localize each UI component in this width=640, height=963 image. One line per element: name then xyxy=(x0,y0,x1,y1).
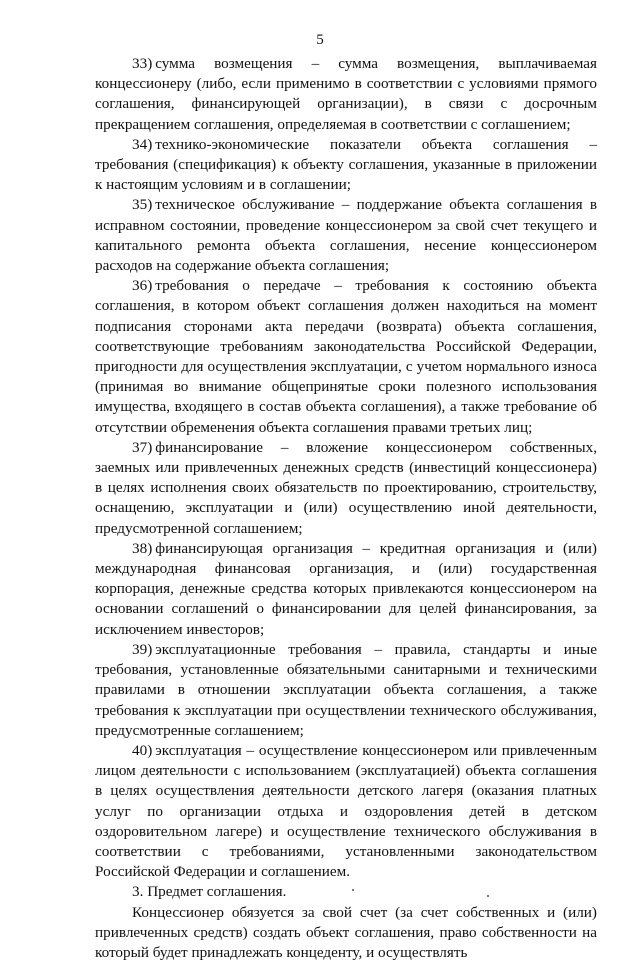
definition-item-36 xyxy=(95,276,597,438)
definition-item-38 xyxy=(95,539,597,640)
definition-text: эксплуатационные требования – правила, стандарты и иные требования, установленные обязательными санитарными и техническими правилами в отношении эксплуатации объекта соглашения, а также требования к эксплуатации при осуществлении технического обслуживания, предусмотренные соглашением; xyxy=(95,640,597,739)
page-number: 5 xyxy=(316,32,324,48)
definition-text: финансирующая организация – кредитная организация и (или) международная финансовая организация, и (или) государственная корпорация, денежные средства которых привлекаются концессионером на основании соглашений о финансировании для целей финансирования, за исключением инвесторов; xyxy=(95,539,597,638)
definition-number: 40) xyxy=(132,741,153,759)
definition-number: 39) xyxy=(132,640,153,658)
definition-text: требования о передаче – требования к состоянию объекта соглашения, в котором объект соглашения должен находиться на момент подписания сторонами акта передачи (возврата) объекта соглашения, соответствующие требованиям законодательства Российской Федерации, пригодности для осуществления эксплуатации, с учетом нормального износа (принимая во внимание общепринятые сроки полезного использования имущества, входящего в состав объекта соглашения), а также требование об отсутствии обременения объекта соглашения правами третьих лиц; xyxy=(95,277,597,436)
document-body xyxy=(95,54,597,963)
definition-text: техническое обслуживание – поддержание объекта соглашения в исправном состоянии, проведение концессионером за свой счет текущего и капитального ремонта объекта соглашения, несение концессионером расходов на содержание объекта соглашения; xyxy=(95,196,597,275)
definition-item-40 xyxy=(95,741,597,882)
definition-item-39 xyxy=(95,640,597,741)
definition-item-33 xyxy=(95,54,597,135)
definition-text: сумма возмещения – сумма возмещения, выплачиваемая концессионеру (либо, если применимо в соответствии с условиями прямого соглашения, финансирующей организации), в связи с досрочным прекращением соглашения, определяемая в соответствии с соглашением; xyxy=(95,55,597,133)
section-heading: 3. Предмет соглашения. xyxy=(132,883,287,901)
definition-number: 34) xyxy=(132,135,153,153)
scan-speck xyxy=(487,895,489,897)
definition-number: 36) xyxy=(132,277,153,295)
definition-number: 35) xyxy=(132,196,153,214)
definition-text: эксплуатация – осуществление концессионером или привлеченным лицом деятельности с использованием (эксплуатацией) объекта соглашения в целях осуществления деятельности детского лагеря (оказания платных услуг по организации отдыха и оздоровления детей в детском оздоровительном лагере) и осуществление технического обслуживания в соответствии с требованиями, установленными законодательством Российской Федерации и соглашением. xyxy=(95,741,597,881)
section-paragraph: Концессионер обязуется за свой счет (за счет собственных и (или) привлеченных средств) создать объект соглашения, право собственности на который будет принадлежать концеденту, и осуществлять xyxy=(95,903,597,961)
definition-item-37 xyxy=(95,438,597,539)
definition-item-34 xyxy=(95,135,597,196)
definition-number: 37) xyxy=(132,438,153,456)
definition-text: технико-экономические показатели объекта соглашения – требования (спецификация) к объекту соглашения, указанные в приложении к настоящим условиям и в соглашении; xyxy=(95,135,597,194)
definition-item-35 xyxy=(95,195,597,276)
scan-speck xyxy=(352,889,354,891)
definition-number: 38) xyxy=(132,539,153,557)
definition-number: 33) xyxy=(132,55,153,72)
definition-text: финансирование – вложение концессионером собственных, заемных или привлеченных денежных средств (инвестиций концессионера) в целях исполнения своих обязательств по проектированию, строительству, оснащению, эксплуатации и (или) осуществлению иной деятельности, предусмотренной соглашением; xyxy=(95,438,597,537)
